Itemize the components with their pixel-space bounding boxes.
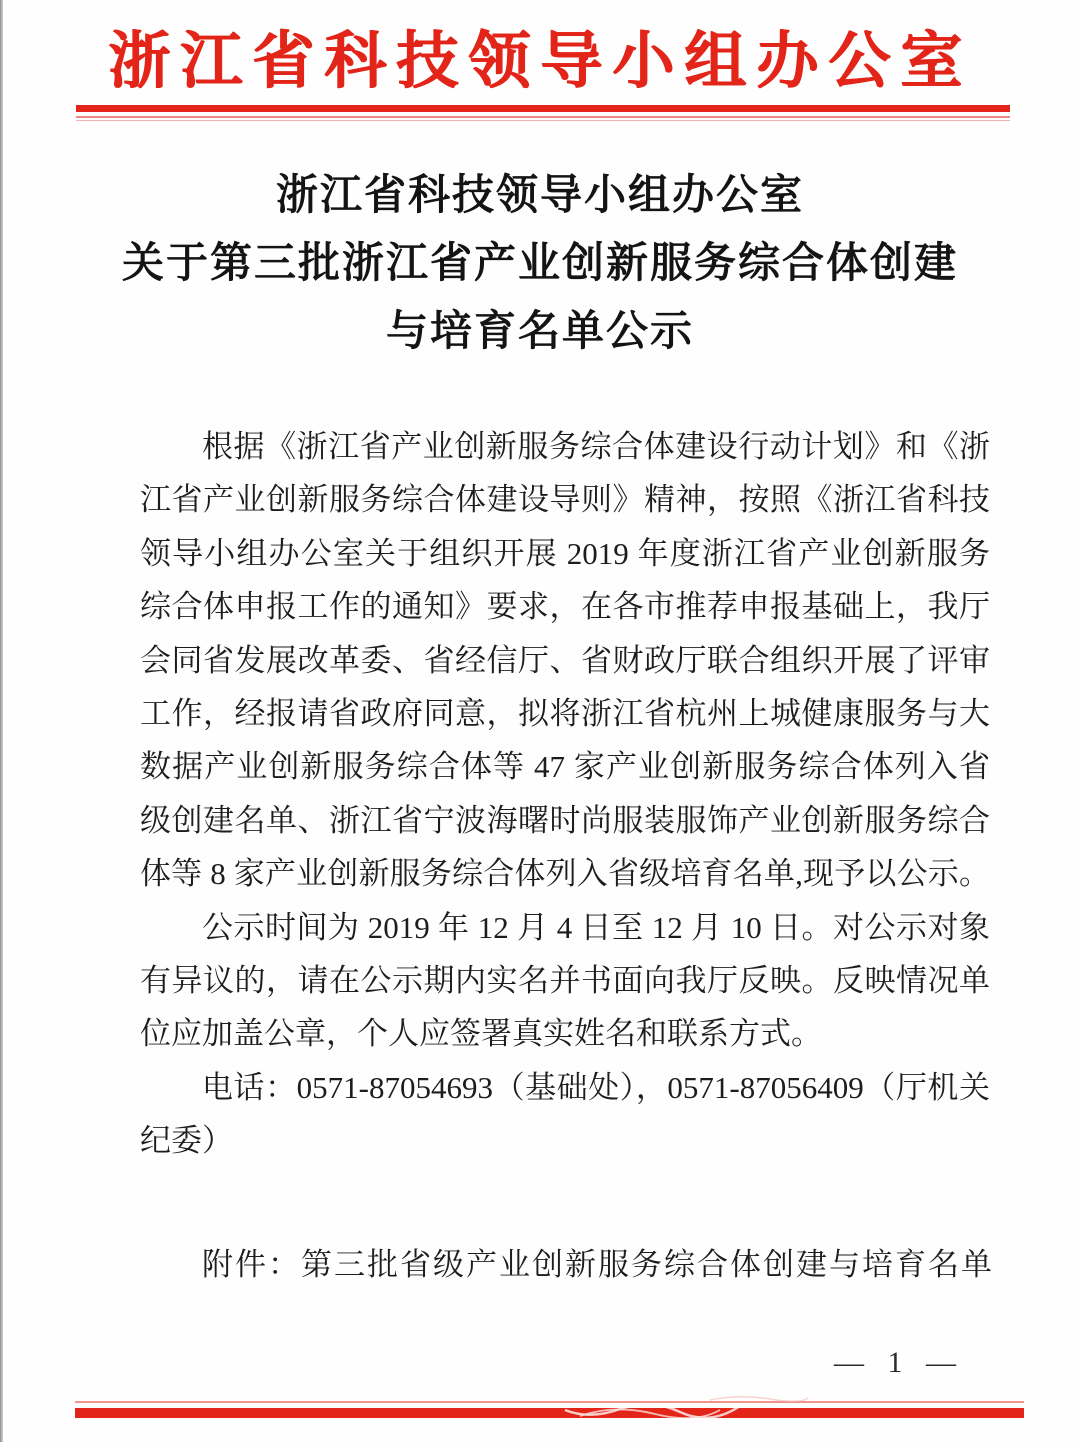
page-number: — 1 — <box>834 1346 964 1379</box>
body-line: 电话：0571-87054693（基础处），0571-87056409（厅机关 <box>202 1069 990 1105</box>
body-line: 会同省发展改革委、省经信厅、省财政厅联合组织开展了评审 <box>140 642 990 678</box>
body-line: 纪委） <box>140 1123 233 1159</box>
body-line: 有异议的，请在公示期内实名并书面向我厅反映。反映情况单 <box>140 963 990 999</box>
body-line: 江省产业创新服务综合体建设导则》精神，按照《浙江省科技 <box>140 482 990 518</box>
footer-divider <box>75 1401 1024 1418</box>
letterhead-org-name: 浙江省科技领导小组办公室 <box>107 28 972 96</box>
document-title-line-1: 浙江省科技领导小组办公室 <box>275 173 804 219</box>
header-divider-thin-line <box>76 116 1010 118</box>
body-line: 领导小组办公室关于组织开展 2019 年度浙江省产业创新服务 <box>140 535 990 571</box>
document-title <box>0 162 1080 366</box>
body-line: 体等 8 家产业创新服务综合体列入省级培育名单,现予以公示。 <box>140 856 990 892</box>
body-line: 综合体申报工作的通知》要求，在各市推荐申报基础上，我厅 <box>140 589 990 625</box>
document-title-line-3: 与培育名单公示 <box>385 309 694 355</box>
header-divider-hairline <box>76 120 1010 121</box>
body-line: 根据《浙江省产业创新服务综合体建设行动计划》和《浙 <box>202 429 990 464</box>
attachment-line: 附件：第三批省级产业创新服务综合体创建与培育名单 <box>202 1247 994 1282</box>
body-line: 位应加盖公章，个人应签署真实姓名和联系方式。 <box>140 1016 822 1052</box>
body-line: 公示时间为 2019 年 12 月 4 日至 12 月 10 日。对公示对象 <box>202 909 990 945</box>
footer-divider-thin-line <box>75 1401 1024 1403</box>
document-title-line-2: 关于第三批浙江省产业创新服务综合体创建 <box>121 241 958 287</box>
body-line: 工作，经报请省政府同意，拟将浙江省杭州上城健康服务与大 <box>140 696 990 732</box>
header-divider <box>76 105 1010 121</box>
header-divider-thick-line <box>76 105 1010 112</box>
footer-divider-thick-line <box>75 1408 1024 1418</box>
body-line: 数据产业创新服务综合体等 47 家产业创新服务综合体列入省 <box>140 749 990 785</box>
document-body <box>140 420 990 1168</box>
body-line: 级创建名单、浙江省宁波海曙时尚服装服饰产业创新服务综合 <box>140 802 990 838</box>
